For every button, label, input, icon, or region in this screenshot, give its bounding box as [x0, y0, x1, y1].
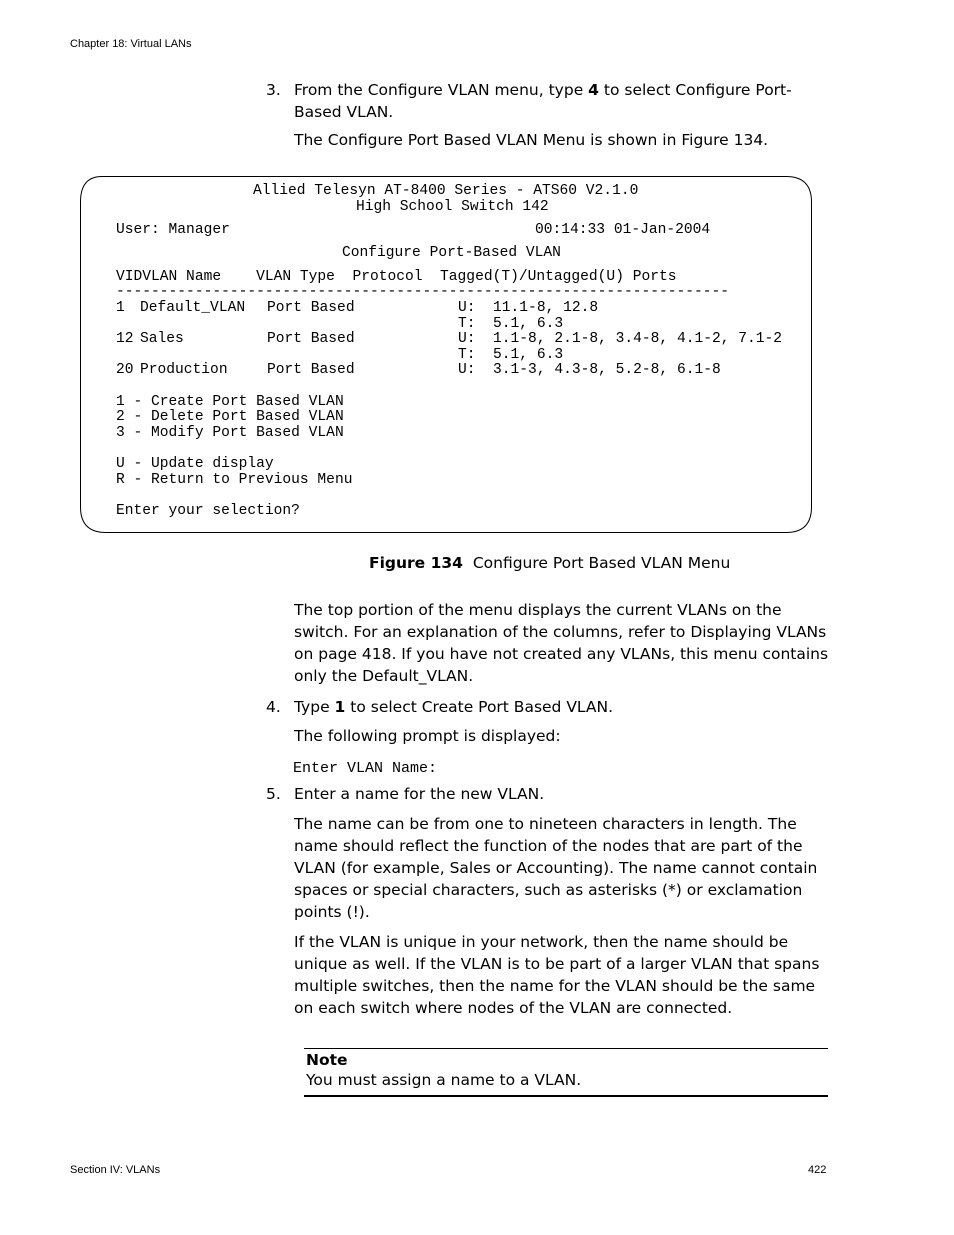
- vlan-name-prompt: Enter VLAN Name:: [293, 760, 438, 777]
- menu-option-update: U - Update display: [116, 456, 274, 472]
- vlan-row-type: Port Based: [267, 331, 355, 347]
- vlan-row-ports: T: 5.1, 6.3: [458, 347, 564, 363]
- figure-caption: [369, 554, 730, 572]
- vlan-row-vid: 12: [116, 331, 134, 347]
- menu-option-return: R - Return to Previous Menu: [116, 472, 353, 488]
- step-text: Enter a name for the new VLAN.: [294, 785, 545, 803]
- terminal-separator: ----------------------------------------------------------------------: [116, 284, 730, 300]
- terminal-menu-title: Configure Port-Based VLAN: [342, 245, 561, 261]
- step-3-subtext: The Configure Port Based VLAN Menu is shown in Figure 134.: [294, 131, 769, 149]
- step-number: 5.: [266, 785, 281, 803]
- terminal-screen: [80, 176, 812, 533]
- terminal-column-headers: VIDVLAN Name VLAN Type Protocol Tagged(T)/Untagged(U) Ports: [116, 269, 677, 285]
- terminal-prompt: Enter your selection?: [116, 503, 300, 519]
- vlan-row-ports: U: 3.1-3, 4.3-8, 5.2-8, 6.1-8: [458, 362, 721, 378]
- paragraph: If the VLAN is unique in your network, then the name should be unique as well. If the VLAN is to be part of a larger VLAN that spans multiple switches, then the name for the VLAN should be the same on each switch where nodes of the VLAN are connected.: [294, 933, 820, 1017]
- vlan-row-vid: 1: [116, 300, 125, 316]
- vlan-row-ports: T: 5.1, 6.3: [458, 316, 564, 332]
- running-header: Chapter 18: Virtual LANs: [70, 38, 192, 50]
- footer-section: Section IV: VLANs: [70, 1164, 161, 1176]
- step-number: 4.: [266, 698, 281, 716]
- vlan-row-ports: U: 1.1-8, 2.1-8, 3.4-8, 4.1-2, 7.1-2: [458, 331, 783, 347]
- menu-option-delete: 2 - Delete Port Based VLAN: [116, 409, 344, 425]
- menu-option-modify: 3 - Modify Port Based VLAN: [116, 425, 344, 441]
- vlan-row-name: Default_VLAN: [140, 300, 246, 316]
- page-number: 422: [808, 1164, 827, 1176]
- paragraph: The top portion of the menu displays the current VLANs on the switch. For an explanation of the columns, refer to Displaying VLANs on page 418. If you have not created any VLANs, this menu contains only the Default_VLAN.: [294, 601, 829, 685]
- step-4-subtext: The following prompt is displayed:: [294, 727, 561, 745]
- vlan-row-vid: 20: [116, 362, 134, 378]
- note-title: Note: [306, 1051, 348, 1069]
- terminal-user: User: Manager: [116, 222, 230, 238]
- vlan-row-name: Sales: [140, 331, 184, 347]
- terminal-datetime: 00:14:33 01-Jan-2004: [535, 222, 711, 238]
- note-text: You must assign a name to a VLAN.: [306, 1071, 582, 1089]
- vlan-row-name: Production: [140, 362, 228, 378]
- vlan-row-ports: U: 11.1-8, 12.8: [458, 300, 599, 316]
- figure-label: Figure 134: [369, 554, 463, 572]
- terminal-title: Allied Telesyn AT-8400 Series - ATS60 V2.1.0: [253, 183, 639, 199]
- step-number: 3.: [266, 81, 281, 99]
- note-box: [304, 1048, 828, 1097]
- step-text: Type 1 to select Create Port Based VLAN.: [294, 698, 614, 716]
- paragraph: The name can be from one to nineteen characters in length. The name should reflect the function of the nodes that are part of the VLAN (for example, Sales or Accounting). The name cannot contain spaces or special characters, such as asterisks (*) or exclamation points (!).: [294, 815, 818, 921]
- vlan-row-type: Port Based: [267, 300, 355, 316]
- figure-title: Configure Port Based VLAN Menu: [472, 554, 731, 572]
- menu-option-create: 1 - Create Port Based VLAN: [116, 394, 344, 410]
- vlan-row-type: Port Based: [267, 362, 355, 378]
- terminal-subtitle: High School Switch 142: [356, 199, 549, 215]
- step-text: From the Configure VLAN menu, type 4 to select Configure Port-Based VLAN.: [294, 81, 792, 121]
